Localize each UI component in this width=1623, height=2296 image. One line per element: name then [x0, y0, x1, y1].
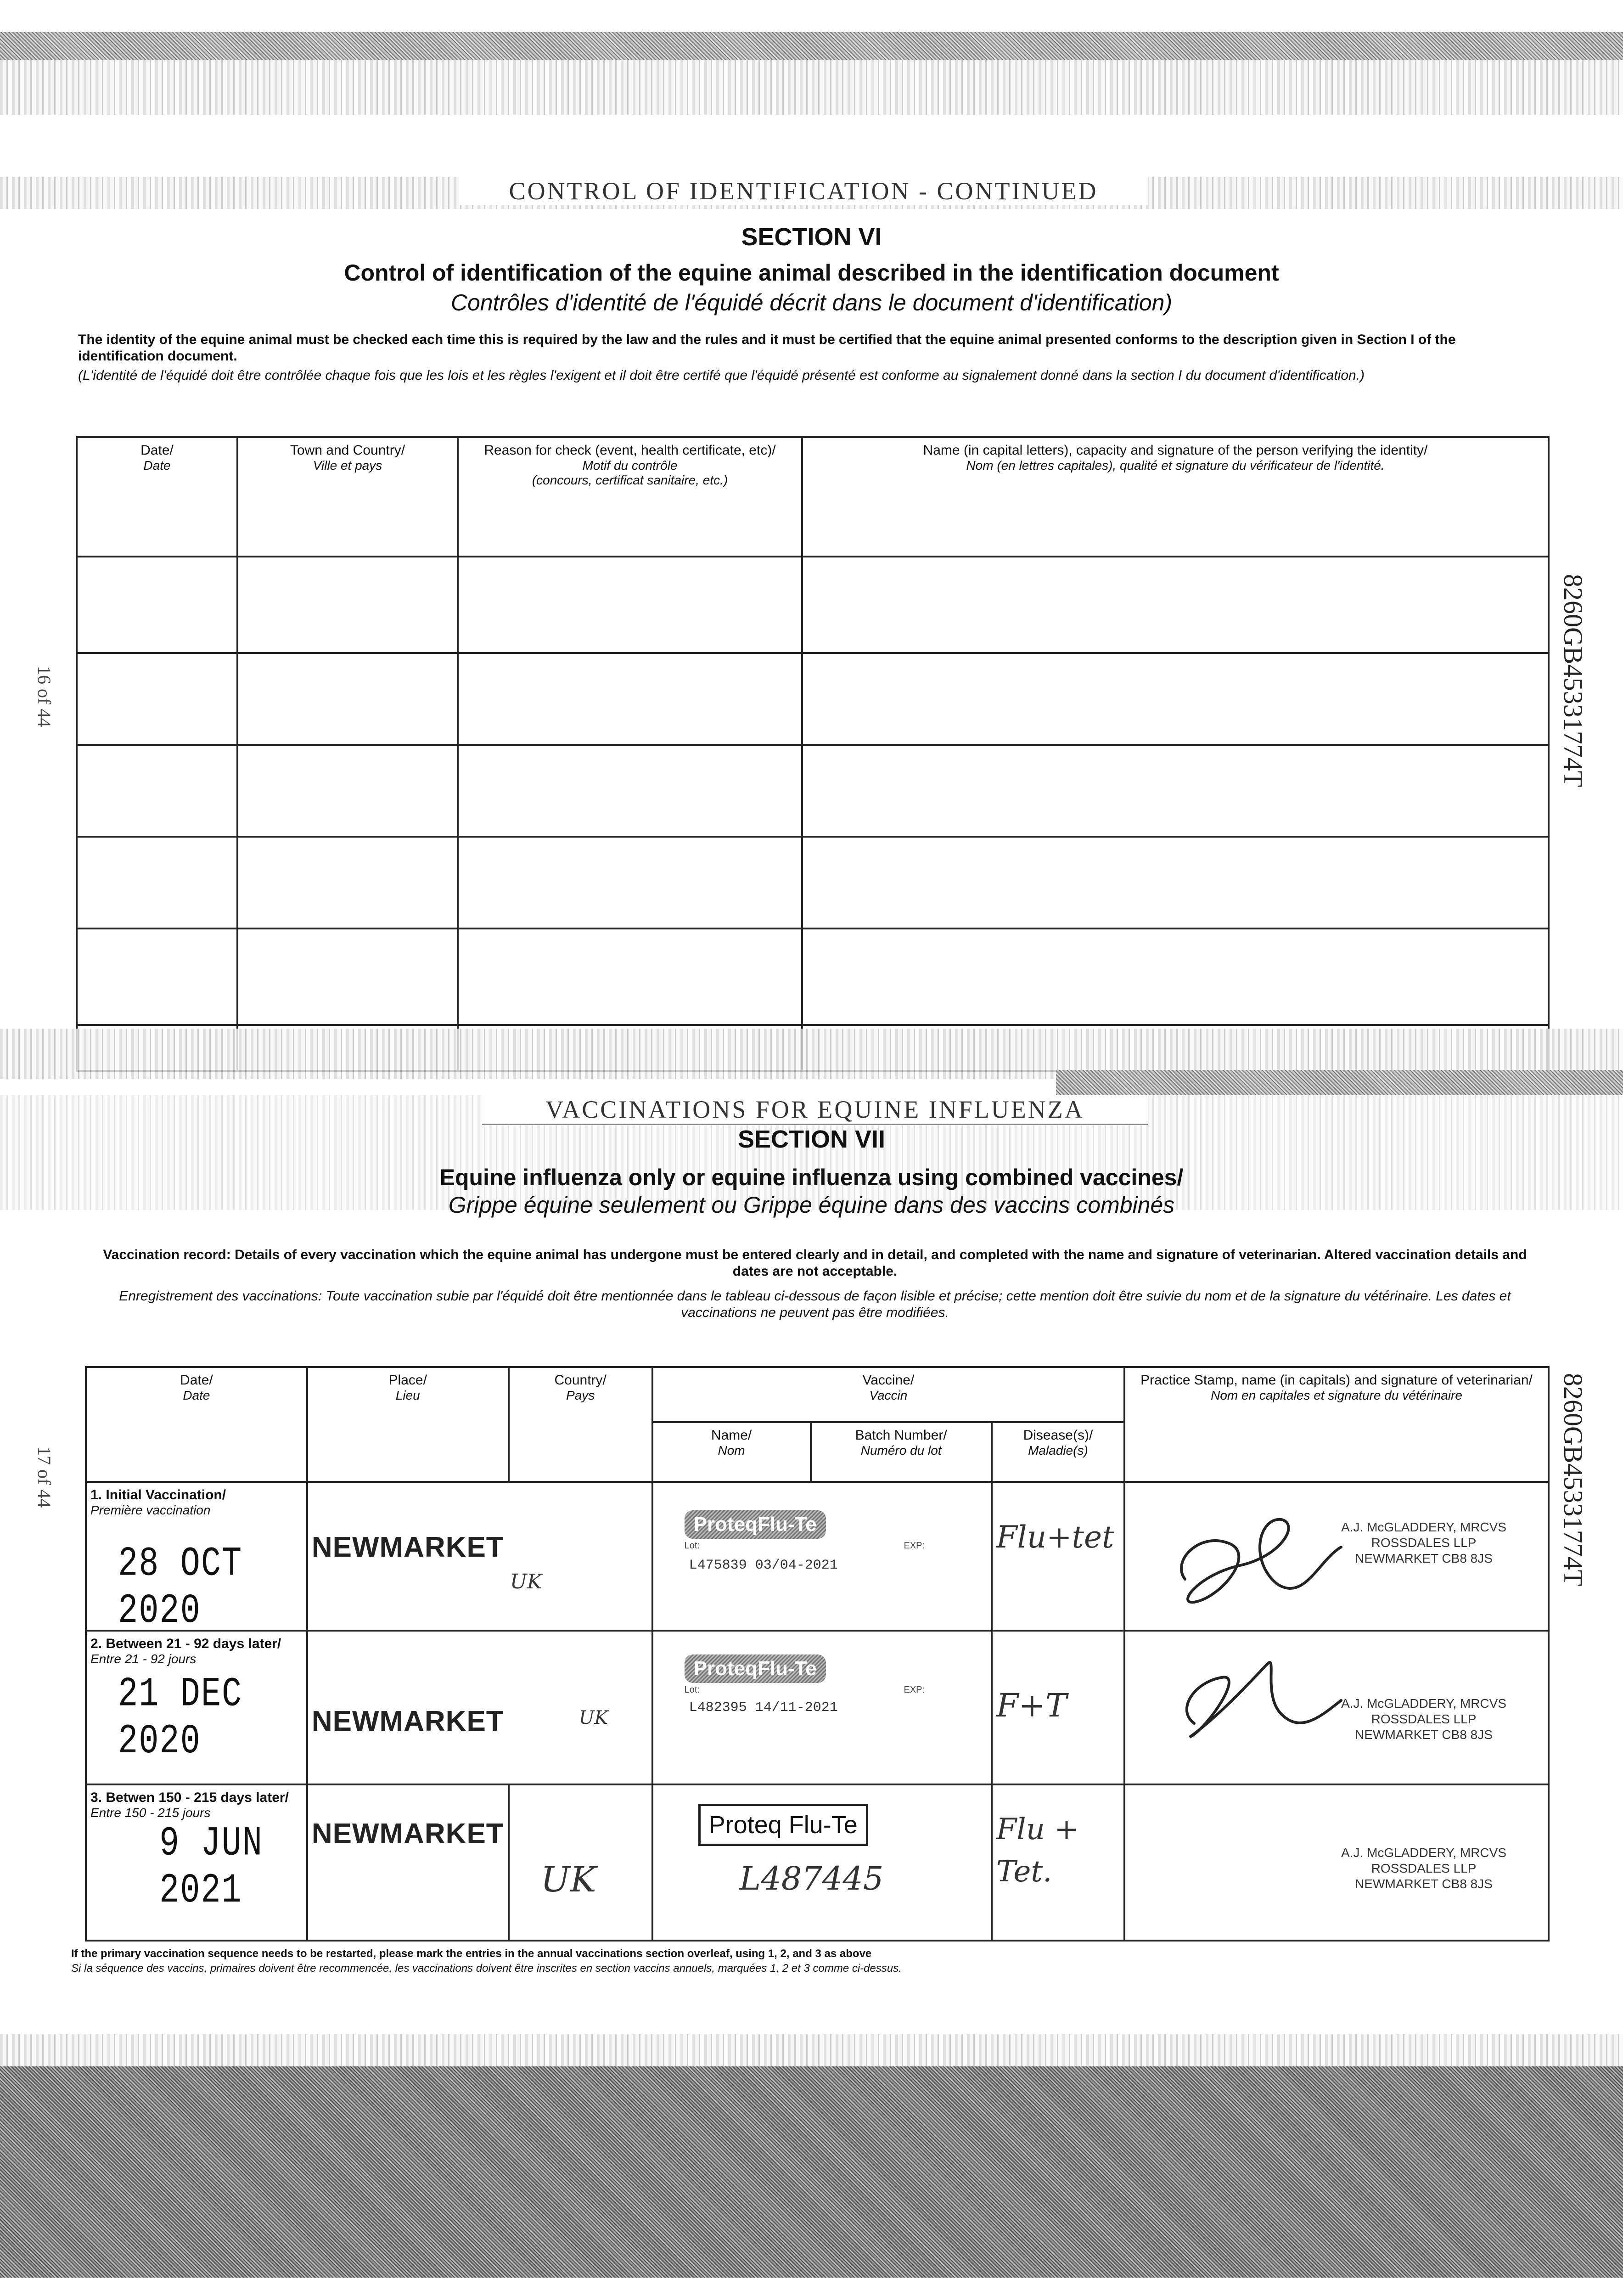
col-verifier: [802, 437, 1549, 557]
bottom-scan-band-light: [0, 2034, 1623, 2071]
vcol-batch-fr: Numéro du lot: [860, 1443, 942, 1458]
row3-label-en: 3. Betwen 150 - 215 days later/: [90, 1790, 289, 1805]
row3-vet-address: NEWMARKET CB8 8JS: [1355, 1877, 1493, 1891]
row2-country: UK: [578, 1707, 608, 1728]
row3-vaccine-box: [698, 1804, 868, 1846]
section6-subtitle-en: Control of identification of the equine animal described in the identification document: [344, 260, 1279, 286]
vcol-stamp: [1124, 1367, 1549, 1482]
col-date-fr: Date: [143, 458, 171, 473]
section7-title: SECTION VII: [737, 1125, 886, 1153]
row2-vet-stamp: [1327, 1696, 1520, 1743]
vcol-date-fr: Date: [183, 1388, 210, 1402]
row2-date: 21 DEC 2020: [118, 1671, 243, 1765]
vcol-vaccine: [652, 1367, 1124, 1422]
row1-lot-line: L475839 03/04-2021: [689, 1558, 838, 1573]
row2-vet-address: NEWMARKET CB8 8JS: [1355, 1728, 1493, 1742]
row1-vet-name: A.J. McGLADDERY, MRCVS: [1341, 1520, 1507, 1534]
section7-footnote-en: If the primary vaccination sequence needs to be restarted, please mark the entries in the annual vaccinations section overleaf, using 1, 2, and 3 as above: [71, 1947, 872, 1960]
row3-vet-name: A.J. McGLADDERY, MRCVS: [1341, 1846, 1507, 1860]
vcol-disease: [992, 1422, 1124, 1482]
col-date: [77, 437, 237, 557]
vcol-place-en: Place/: [388, 1373, 427, 1388]
section7-subtitle-fr: Grippe équine seulement ou Grippe équine dans des vaccins combinés: [448, 1192, 1175, 1218]
vcol-batch: [811, 1422, 992, 1482]
bottom-scan-band: [0, 2066, 1623, 2278]
vcol-country-fr: Pays: [566, 1388, 595, 1402]
vcol-date: [86, 1367, 307, 1482]
table-row: [77, 557, 1549, 653]
row1-label-en: 1. Initial Vaccination/: [90, 1487, 226, 1503]
row2-exp-caption: EXP:: [904, 1685, 925, 1695]
col-reason-fr1: Motif du contrôle: [582, 458, 678, 473]
top-scan-band-light: [0, 60, 1623, 115]
vcol-vaccine-en: Vaccine/: [862, 1373, 915, 1388]
row1-disease: Flu+tet: [996, 1519, 1114, 1555]
section6-banner: CONTROL OF IDENTIFICATION - CONTINUED: [459, 177, 1148, 205]
table-row: [77, 929, 1549, 1025]
col-reason-en: Reason for check (event, health certificate, etc)/: [484, 443, 776, 458]
vcol-disease-fr: Maladie(s): [1028, 1443, 1088, 1458]
row2-lot-caption: Lot:: [684, 1685, 700, 1695]
row2-lot-line: L482395 14/11-2021: [689, 1700, 838, 1716]
row2-label-en: 2. Between 21 - 92 days later/: [90, 1636, 281, 1651]
vcol-name-en: Name/: [711, 1428, 752, 1443]
vcol-date-en: Date/: [180, 1373, 213, 1388]
doc-number-top: 8260GB45331774T: [1558, 574, 1588, 787]
mid-scan-band-2: [1056, 1070, 1623, 1095]
row3-vet-practice: ROSSDALES LLP: [1371, 1861, 1477, 1875]
vcol-name: [652, 1422, 811, 1482]
row3-vaccine-name: Proteq Flu-Te: [708, 1811, 858, 1839]
row1-country: UK: [510, 1570, 542, 1593]
row3-disease: Flu + Tet.: [996, 1812, 1079, 1889]
row1-exp-caption: EXP:: [904, 1541, 925, 1551]
col-verifier-en: Name (in capital letters), capacity and signature of the person verifying the identity/: [923, 443, 1428, 458]
row3-country: UK: [540, 1859, 596, 1900]
page-number-17: 17 of 44: [34, 1446, 55, 1508]
table-row: [77, 837, 1549, 929]
row1-vet-stamp: [1327, 1519, 1520, 1566]
vcol-name-fr: Nom: [718, 1443, 745, 1458]
vaccination-table: [85, 1366, 1550, 1941]
row1-vet-practice: ROSSDALES LLP: [1371, 1536, 1477, 1550]
row3-vet-stamp: [1327, 1845, 1520, 1892]
row2-vet-practice: ROSSDALES LLP: [1371, 1712, 1477, 1726]
vcol-batch-en: Batch Number/: [855, 1428, 947, 1443]
vaccination-row-1: [86, 1482, 1549, 1631]
row1-place: NEWMARKET: [311, 1531, 504, 1563]
table-row: [77, 653, 1549, 745]
row1-vaccine-name: ProteqFlu-Te: [685, 1510, 826, 1539]
vaccination-row-2: [86, 1631, 1549, 1784]
row2-label-fr: Entre 21 - 92 jours: [90, 1652, 197, 1666]
vcol-stamp-fr: Nom en capitales et signature du vétérinaire: [1211, 1388, 1462, 1402]
row3-place: NEWMARKET: [311, 1818, 504, 1850]
vcol-stamp-en: Practice Stamp, name (in capitals) and signature of veterinarian/: [1140, 1373, 1533, 1388]
col-date-en: Date/: [140, 443, 174, 458]
top-scan-band: [0, 32, 1623, 60]
row1-label-fr: Première vaccination: [90, 1503, 211, 1517]
vcol-vaccine-fr: Vaccin: [869, 1388, 908, 1402]
section7-subtitle-en: Equine influenza only or equine influenza using combined vaccines/: [439, 1165, 1184, 1190]
vcol-place: [307, 1367, 509, 1482]
vcol-place-fr: Lieu: [395, 1388, 420, 1402]
row3-batch: L487445: [739, 1860, 884, 1897]
row2-vaccine-name: ProteqFlu-Te: [685, 1654, 826, 1683]
col-town: [237, 437, 458, 557]
row1-lot-caption: Lot:: [684, 1541, 700, 1551]
doc-number-bottom: 8260GB45331774T: [1558, 1373, 1588, 1586]
row3-label-fr: Entre 150 - 215 jours: [90, 1806, 211, 1820]
vcol-disease-en: Disease(s)/: [1023, 1428, 1093, 1443]
section7-footnote-fr: Si la séquence des vaccins, primaires doivent être recommencée, les vaccinations doivent être inscrites en section vaccins annuels, marquées 1, 2 et 3 comme ci-dessus.: [71, 1962, 902, 1975]
section7-intro-en: Vaccination record: Details of every vaccination which the equine animal has undergone must be entered clearly and in detail, and completed with the name and signature of veterinarian. Altered vaccination details and dates are not acceptable.: [103, 1247, 1527, 1279]
col-reason: [458, 437, 802, 557]
col-verifier-fr: Nom (en lettres capitales), qualité et signature du vérificateur de l'identité.: [966, 458, 1385, 473]
identity-check-table: [76, 436, 1550, 1072]
page-number-16: 16 of 44: [34, 666, 55, 727]
section6-intro-en: The identity of the equine animal must be checked each time this is required by the law and the rules and it must be certified that the equine animal presented conforms to the description given in Section I of the identification document.: [78, 332, 1456, 364]
col-reason-fr2: (concours, certificat sanitaire, etc.): [532, 473, 728, 487]
row1-vaccine-label: [657, 1510, 987, 1539]
vaccination-row-3: [86, 1784, 1549, 1941]
row3-date: 9 JUN 2021: [159, 1820, 264, 1914]
row2-disease: F+T: [996, 1687, 1067, 1724]
col-town-en: Town and Country/: [290, 443, 405, 458]
row1-date: 28 OCT 2020: [118, 1540, 243, 1635]
table-row: [77, 745, 1549, 837]
section7-banner: VACCINATIONS FOR EQUINE INFLUENZA: [482, 1095, 1148, 1125]
section6-subtitle-fr: Contrôles d'identité de l'équidé décrit dans le document d'identification): [450, 290, 1173, 315]
vcol-country: [509, 1367, 652, 1482]
row2-vet-name: A.J. McGLADDERY, MRCVS: [1341, 1696, 1507, 1711]
row1-vet-address: NEWMARKET CB8 8JS: [1355, 1551, 1493, 1565]
vcol-country-en: Country/: [554, 1373, 607, 1388]
row2-place: NEWMARKET: [311, 1705, 504, 1737]
section6-title: SECTION VI: [741, 223, 882, 251]
section7-intro-fr: Enregistrement des vaccinations: Toute vaccination subie par l'équidé doit être mentionnée dans le tableau ci-dessous de façon lisible et précise; cette mention doit être suivie du nom et de la signature du vétérinaire. Les dates et vaccinations ne peuvent pas être modifiées.: [119, 1289, 1511, 1320]
section6-intro-fr: (L'identité de l'équidé doit être contrôlée chaque fois que les lois et les règles l'exigent et il doit être certifé que l'équidé présenté est conforme au signalement donné dans la section I du document d'identification.): [78, 368, 1365, 383]
col-town-fr: Ville et pays: [313, 458, 382, 473]
